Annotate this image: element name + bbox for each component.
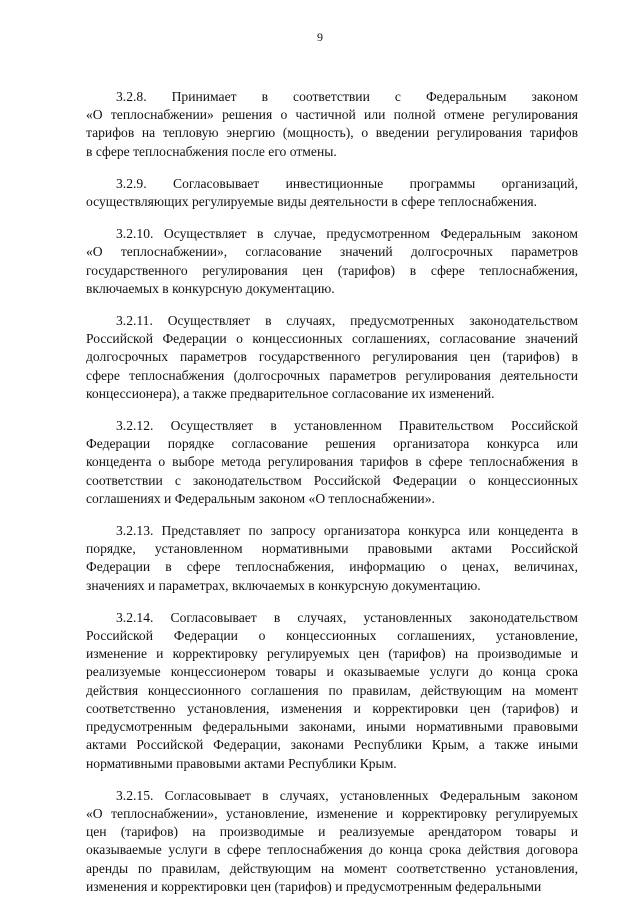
text-line: аренды по правилам, действующим на момент соответственно установления,: [86, 860, 578, 876]
text-line: 3.2.8. Принимает в соответствии с Федеральным законом: [116, 89, 578, 104]
paragraph: [86, 312, 578, 403]
text-line: соглашениях и Федеральным законом «О теплоснабжении».: [86, 490, 435, 506]
paragraph: [86, 787, 578, 896]
text-line: в сфере теплоснабжения после его отмены.: [86, 143, 337, 159]
text-line: «О теплоснабжении», установление, изменение и корректировку регулируемых: [86, 805, 578, 821]
text-line: Российской Федерации о концессионных соглашениях, установление,: [86, 628, 578, 644]
text-line: Федерации в сфере теплоснабжения, информацию о ценах, величинах,: [86, 559, 578, 575]
text-line: изменения и корректировки цен (тарифов) и предусмотренным федеральными: [86, 878, 542, 894]
paragraph: [86, 417, 578, 508]
text-line: цен (тарифов) на производимые и реализуемые арендатором товары и: [86, 824, 578, 840]
text-line: Российской Федерации о концессионных соглашениях, согласование значений: [86, 331, 578, 347]
text-line: 3.2.14. Согласовывает в случаях, установленных законодательством: [116, 609, 578, 625]
text-line: актами Российской Федерации, законами Республики Крым, а также иными: [86, 737, 578, 753]
document-body: [86, 88, 578, 910]
text-line: соответственно установления, изменения и корректировки цен (тарифов) и: [86, 700, 578, 716]
text-line: осуществляющих регулируемые виды деятельности в сфере теплоснабжения.: [86, 194, 538, 210]
text-line: концедента о выборе метода регулирования тарифов в сфере теплоснабжения в: [86, 454, 578, 470]
text-line: «О теплоснабжении», согласование значений долгосрочных параметров: [86, 244, 578, 260]
text-line: сфере теплоснабжения (долгосрочных параметров регулирования деятельности: [86, 367, 578, 383]
text-line: нормативными правовыми актами Республики Крым.: [86, 755, 397, 771]
text-line: 3.2.13. Представляет по запросу организатора конкурса или концедента в: [116, 523, 578, 539]
text-line: действия концессионного соглашения по правилам, действующим на момент: [86, 682, 578, 698]
text-line: долгосрочных параметров государственного регулирования цен (тарифов) в: [86, 349, 578, 365]
text-line: 3.2.12. Осуществляет в установленном Правительством Российской: [116, 418, 578, 434]
text-line: концессионера), а также предварительное согласование их изменений.: [86, 385, 495, 401]
text-line: «О теплоснабжении» решения о частичной или полной отмене регулирования: [86, 107, 578, 123]
paragraph: [86, 609, 578, 773]
text-line: включаемых в конкурсную документацию.: [86, 280, 335, 296]
text-line: 3.2.11. Осуществляет в случаях, предусмотренных законодательством: [116, 313, 578, 329]
paragraph: [86, 175, 578, 211]
paragraph: [86, 522, 578, 595]
text-line: оказываемые услуги в сфере теплоснабжения до конца срока действия договора: [86, 842, 578, 858]
text-line: изменение и корректировку регулируемых цен (тарифов) на производимые и: [86, 646, 578, 662]
text-line: государственного регулирования цен (тарифов) в сфере теплоснабжения,: [86, 262, 578, 278]
text-line: 3.2.15. Согласовывает в случаях, установленных Федеральным законом: [116, 787, 578, 803]
text-line: реализуемые концессионером товары и оказываемые услуги до конца срока: [86, 664, 578, 680]
text-line: 3.2.9. Согласовывает инвестиционные программы организаций,: [116, 175, 578, 191]
text-line: Федерации порядке согласование решения организатора конкурса или: [86, 436, 578, 452]
page-number: 9: [317, 30, 323, 44]
text-line: порядке, установленном нормативными правовыми актами Российской: [86, 541, 578, 557]
text-line: 3.2.10. Осуществляет в случае, предусмотренном Федеральным законом: [116, 226, 578, 242]
text-line: предусмотренным федеральными законами, иными нормативными правовыми: [86, 719, 578, 735]
text-line: тарифов на тепловую энергию (мощность), о введении регулирования тарифов: [86, 125, 578, 141]
paragraph: [86, 225, 578, 298]
text-line: значениях и параметрах, включаемых в конкурсную документацию.: [86, 577, 481, 593]
text-line: соответствии с законодательством Российской Федерации о концессионных: [86, 472, 578, 488]
paragraph: [86, 88, 578, 161]
